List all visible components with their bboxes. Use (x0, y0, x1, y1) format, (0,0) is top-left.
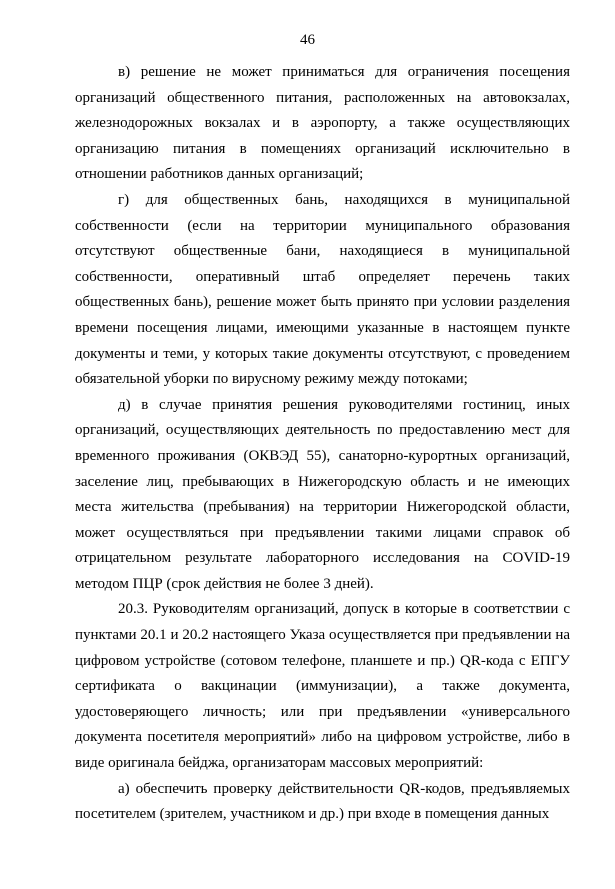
paragraph-v: в) решение не может приниматься для ограничения посещения организаций общественного питания, расположенных на автовокзалах, железнодорожных вокзалах и в аэропорту, а также осуществляющих организацию питания в помещениях организаций исключительно в отношении работников данных организаций; (75, 64, 570, 183)
document-body (75, 60, 570, 828)
paragraph-g: г) для общественных бань, находящихся в муниципальной собственности (если на территории муниципального образования отсутствуют общественные бани, находящиеся в муниципальной собственности, оперативный штаб определяет перечень таких общественных бань), решение может быть принято при условии разделения времени посещения лицами, имеющими указанные в настоящем пункте документы и теми, у которых такие документы отсутствуют, с проведением обязательной уборки по вирусному режиму между потоками; (75, 191, 570, 388)
page-number: 46 (300, 32, 315, 48)
paragraph-d: д) в случае принятия решения руководителями гостиниц, иных организаций, осуществляющих деятельность по предоставлению мест для временного проживания (ОКВЭД 55), санаторно-курортных организаций, заселение лиц, пребывающих в Нижегородскую область и не имеющих места жительства (пребывания) на территории Нижегородской области, может осуществляться при предъявлении такими лицами справок об отрицательном результате лабораторного исследования на COVID-19 методом ПЦР (срок действия не более 3 дней). (75, 396, 570, 592)
paragraph-a: а) обеспечить проверку действительности QR-кодов, предъявляемых посетителем (зрителем, участником и др.) при входе в помещения данных (75, 780, 570, 823)
paragraph-20-3: 20.3. Руководителям организаций, допуск в которые в соответствии с пунктами 20.1 и 20.2 настоящего Указа осуществляется при предъявлении на цифровом устройстве (сотовом телефоне, планшете и пр.) QR-кода с ЕПГУ сертификата о вакцинации (иммунизации), а также документа, удостоверяющего личность; или при предъявлении «универсального документа посетителя мероприятий» либо на цифровом устройстве, либо в виде оригинала бейджа, организаторам массовых мероприятий: (75, 601, 570, 772)
